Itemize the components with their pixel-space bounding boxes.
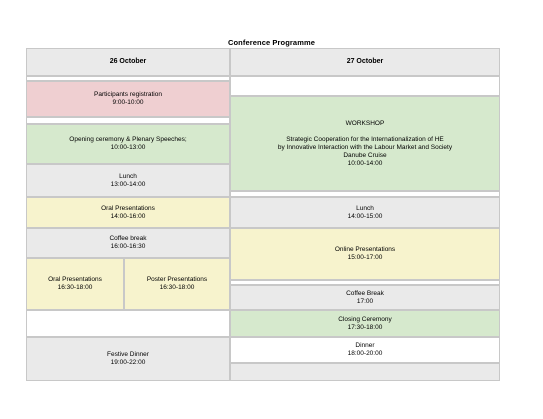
poster-time: 16:30-18:00: [159, 284, 195, 291]
day1-lunch-cell: [26, 164, 230, 197]
day2-blank-row: [230, 76, 500, 96]
opening-label: Opening ceremony & Plenary Speeches;: [69, 136, 187, 143]
day2-lunch-time: 14:00-15:00: [347, 212, 383, 220]
day2-online-cell: [230, 228, 500, 280]
registration-label: Participants registration: [94, 91, 162, 98]
day2-workshop-cell: [230, 96, 500, 191]
closing-label: Closing Ceremony: [338, 315, 392, 323]
day2-lunch-label: Lunch: [356, 204, 374, 212]
day2-empty-cell: [230, 363, 500, 381]
day2-coffee-label: Coffee Break: [346, 289, 384, 297]
oral2-time: 16:30-18:00: [57, 284, 93, 291]
festive-dinner-time: 19:00-22:00: [110, 359, 146, 366]
day2-dinner-label: Dinner: [355, 342, 375, 349]
day1-poster-cell: [124, 258, 230, 310]
day1-lunch-time: 13:00-14:00: [110, 180, 146, 188]
day1-oral1-cell: [26, 197, 230, 228]
page-title: Conference Programme: [227, 38, 316, 47]
online-label: Online Presentations: [334, 246, 396, 253]
day1-opening-cell: [26, 124, 230, 164]
workshop-title: WORKSHOP: [345, 119, 385, 127]
closing-time: 17:30-18:00: [347, 323, 383, 331]
day1-lunch-label: Lunch: [119, 172, 137, 180]
day2-lunch-cell: [230, 197, 500, 228]
day2-coffee-time: 17:00: [356, 297, 374, 305]
opening-time: 10:00-13:00: [110, 144, 146, 151]
day2-dinner-time: 18:00-20:00: [347, 350, 383, 357]
day2-closing-cell: [230, 310, 500, 337]
day1-coffee-cell: [26, 228, 230, 258]
day1-header: [26, 48, 230, 76]
registration-time: 9:00-10:00: [112, 99, 144, 106]
day2-header: [230, 48, 500, 76]
oral2-label: Oral Presentations: [48, 276, 102, 283]
oral1-label: Oral Presentations: [101, 204, 155, 212]
workshop-line2: by Innovative Interaction with the Labour Market and Society: [277, 143, 453, 151]
festive-dinner-label: Festive Dinner: [107, 351, 149, 358]
day1-dinner-cell: [26, 337, 230, 381]
day1-spacer: [26, 117, 230, 124]
workshop-line1: Strategic Cooperation for the Internationalization of HE: [286, 135, 444, 143]
workshop-time: 10:00-14:00: [347, 159, 383, 167]
poster-label: Poster Presentations: [146, 276, 208, 283]
day2-dinner-cell: [230, 337, 500, 363]
day2-header-label: 27 October: [346, 58, 384, 65]
day2-coffee-cell: [230, 285, 500, 310]
workshop-line3: Danube Cruise: [343, 151, 387, 159]
online-time: 15:00-17:00: [347, 254, 383, 261]
oral1-time: 14:00-16:00: [110, 212, 146, 220]
day1-header-label: 26 October: [109, 58, 147, 65]
day1-coffee-label: Coffee break: [109, 235, 147, 242]
day1-registration-cell: [26, 81, 230, 117]
day1-coffee-time: 16:00-16:30: [110, 243, 146, 250]
day1-oral2-cell: [26, 258, 124, 310]
day1-empty-cell: [26, 310, 230, 337]
